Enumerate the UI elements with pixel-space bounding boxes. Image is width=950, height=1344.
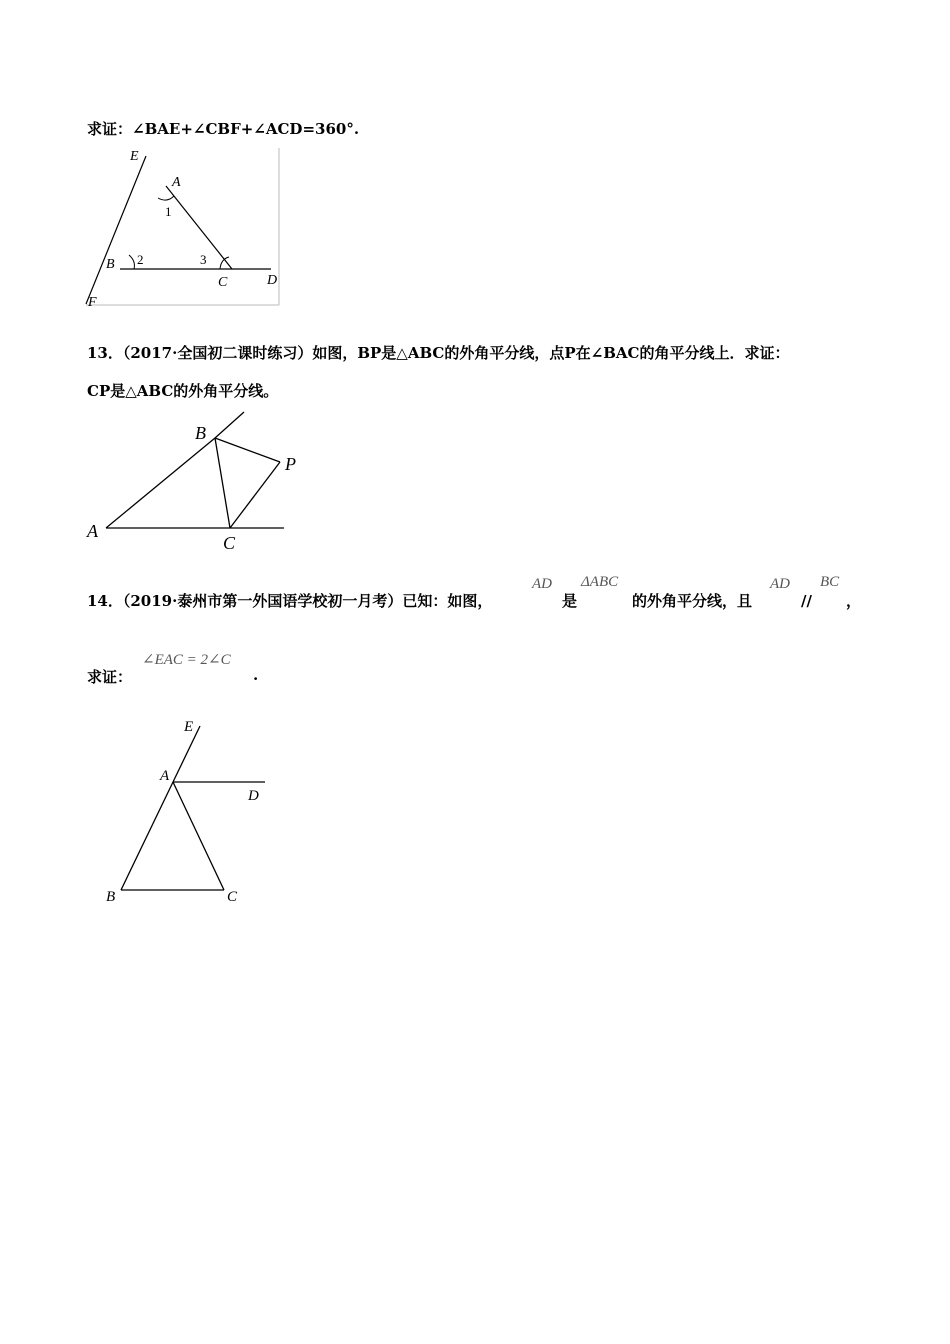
label-C: C bbox=[227, 889, 238, 905]
figure-12 bbox=[84, 146, 284, 310]
figure-14 bbox=[100, 712, 270, 907]
p14-comma: ， bbox=[846, 592, 862, 610]
label-C: C bbox=[223, 533, 236, 553]
p14-is: 是 bbox=[562, 592, 578, 610]
p14-prove: 求证： bbox=[87, 668, 133, 686]
label-P: P bbox=[285, 454, 296, 474]
label-1: 1 bbox=[165, 204, 172, 219]
p13-line1: 13．（2017·全国初二课时练习）如图，BP是△ABC的外角平分线，点P在∠BAC的角平分线上．求证： bbox=[87, 344, 790, 362]
math-AD-2: AD bbox=[770, 576, 790, 592]
figure-13 bbox=[84, 405, 294, 555]
label-E: E bbox=[184, 719, 194, 735]
p14-period: . bbox=[253, 666, 259, 684]
p12-prove: 求证：∠BAE+∠CBF+∠ACD=360°. bbox=[87, 120, 360, 138]
p13-line2: CP是△ABC的外角平分线。 bbox=[87, 382, 279, 400]
label-2: 2 bbox=[137, 252, 144, 267]
label-B: B bbox=[106, 257, 115, 272]
p14-intro: 14．（2019·泰州市第一外国语学校初一月考）已知：如图， bbox=[87, 592, 493, 610]
label-B: B bbox=[106, 889, 116, 905]
label-3: 3 bbox=[200, 252, 207, 267]
label-D: D bbox=[248, 788, 259, 804]
label-D: D bbox=[267, 273, 278, 288]
label-A: A bbox=[160, 768, 170, 784]
label-B: B bbox=[195, 423, 206, 443]
label-A: A bbox=[172, 175, 181, 190]
math-triangle-ABC: ΔABC bbox=[581, 574, 619, 590]
label-A: A bbox=[87, 521, 98, 541]
label-F: F bbox=[88, 295, 97, 310]
label-E: E bbox=[130, 149, 139, 164]
label-C: C bbox=[218, 275, 228, 290]
p14-parallel: // bbox=[801, 592, 812, 610]
math-EAC-eq-2C: ∠EAC = 2∠C bbox=[142, 652, 231, 668]
math-AD-1: AD bbox=[532, 576, 552, 592]
math-BC: BC bbox=[820, 574, 840, 590]
p14-bisector: 的外角平分线，且 bbox=[632, 592, 753, 610]
